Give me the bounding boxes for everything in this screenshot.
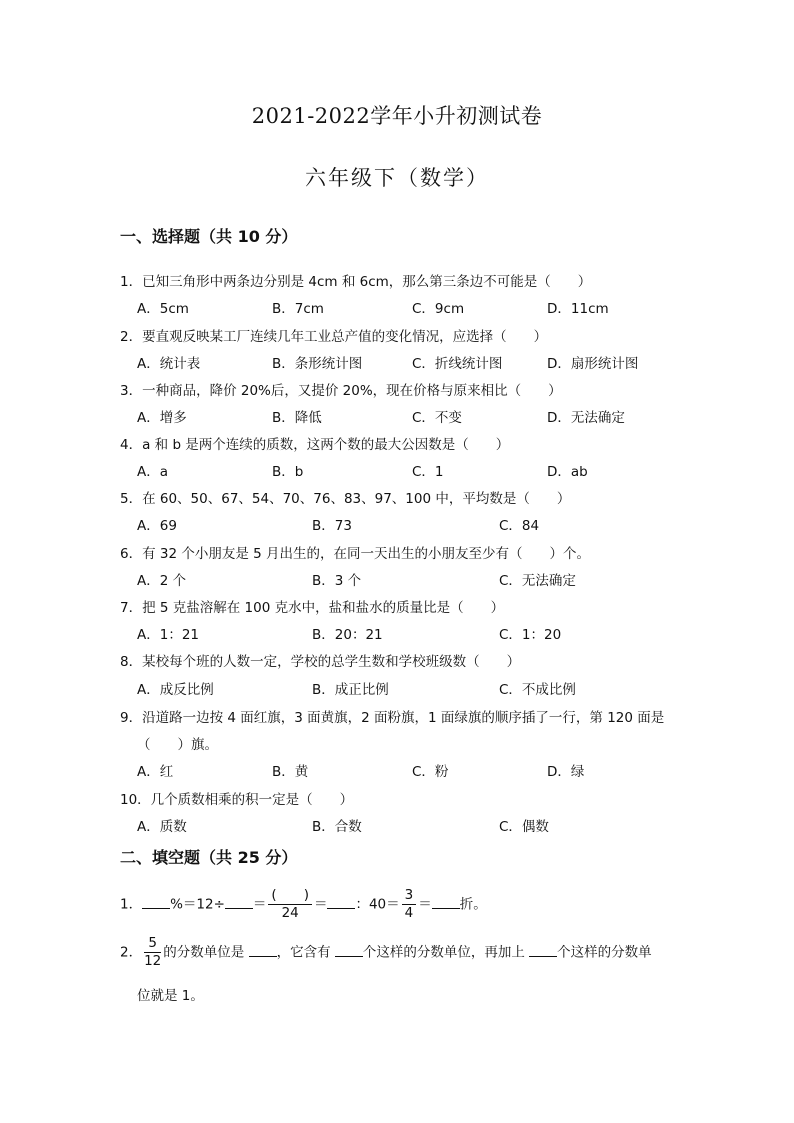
fraction xyxy=(144,935,161,970)
question-number: 2． xyxy=(120,944,143,961)
option: B．黄 xyxy=(272,764,309,780)
option: A．质数 xyxy=(137,819,187,835)
text-segment: 个这样的分数单位，再加上 xyxy=(362,944,530,961)
answer-blank[interactable] xyxy=(327,896,355,909)
option: D．11cm xyxy=(547,301,609,317)
option: D．无法确定 xyxy=(547,410,625,426)
option: D．绿 xyxy=(547,764,585,780)
option: B．成正比例 xyxy=(312,682,389,698)
question-5: 5．在 60、50、67、54、70、76、83、97、100 中，平均数是（ ） xyxy=(120,491,571,507)
answer-blank[interactable] xyxy=(142,896,170,909)
text-segment: ＝ xyxy=(252,896,267,913)
option: C．粉 xyxy=(412,764,449,780)
option: C．1 xyxy=(412,464,444,480)
fraction-numerator: ( ) xyxy=(268,887,312,905)
question-7: 7．把 5 克盐溶解在 100 克水中，盐和盐水的质量比是（ ） xyxy=(120,600,505,616)
answer-blank[interactable] xyxy=(225,896,253,909)
question-8: 8．某校每个班的人数一定，学校的总学生数和学校班级数（ ） xyxy=(120,654,521,670)
option: C．9cm xyxy=(412,301,465,317)
question-9: 9．沿道路一边按 4 面红旗，3 面黄旗，2 面粉旗，1 面绿旗的顺序插了一行，第 120 面是 xyxy=(120,710,665,726)
option: C．84 xyxy=(499,518,540,534)
question-1: 1．已知三角形中两条边分别是 4cm 和 6cm，那么第三条边不可能是（ ） xyxy=(120,274,592,290)
option: A．69 xyxy=(137,518,177,534)
section-heading-choice: 一、选择题（共 10 分） xyxy=(120,227,298,246)
text-segment: ：40＝ xyxy=(355,896,400,913)
question-2: 2．要直观反映某工厂连续几年工业总产值的变化情况，应选择（ ） xyxy=(120,329,548,345)
fill-question-1 xyxy=(120,887,487,922)
option: C．偶数 xyxy=(499,819,549,835)
option: D．扇形统计图 xyxy=(547,356,639,372)
option: D．ab xyxy=(547,464,588,480)
question-number: 1． xyxy=(120,896,143,913)
answer-blank[interactable] xyxy=(249,944,277,957)
fraction xyxy=(268,887,312,922)
option: C．1：20 xyxy=(499,627,562,643)
option: C．折线统计图 xyxy=(412,356,503,372)
fraction-denominator: 24 xyxy=(281,905,299,921)
fill-question-2 xyxy=(120,935,652,970)
option: C．不成比例 xyxy=(499,682,576,698)
fraction-numerator: 5 xyxy=(144,935,161,953)
option: B．7cm xyxy=(272,301,324,317)
fraction-denominator: 12 xyxy=(144,953,162,969)
fill-question-2-continued: 位就是 1。 xyxy=(137,988,204,1004)
answer-blank[interactable] xyxy=(529,944,557,957)
option: B．条形统计图 xyxy=(272,356,363,372)
option: B．3 个 xyxy=(312,573,362,589)
option: B．b xyxy=(272,464,304,480)
option: A．1：21 xyxy=(137,627,200,643)
option: C．无法确定 xyxy=(499,573,576,589)
option: A．5cm xyxy=(137,301,189,317)
exam-subtitle: 六年级下（数学） xyxy=(305,166,489,190)
question-6: 6．有 32 个小朋友是 5 月出生的，在同一天出生的小朋友至少有（ ）个。 xyxy=(120,546,591,562)
option: B．降低 xyxy=(272,410,322,426)
option: B．73 xyxy=(312,518,352,534)
text-segment: %＝12÷ xyxy=(170,896,225,913)
text-segment: ＝ xyxy=(313,896,328,913)
option: B．20：21 xyxy=(312,627,383,643)
answer-blank[interactable] xyxy=(335,944,363,957)
section-heading-fill: 二、填空题（共 25 分） xyxy=(120,848,298,867)
question-4: 4．a 和 b 是两个连续的质数，这两个数的最大公因数是（ ） xyxy=(120,437,510,453)
fraction-numerator: 3 xyxy=(402,887,417,905)
question-9-continued: （ ）旗。 xyxy=(137,737,218,753)
option: B．合数 xyxy=(312,819,362,835)
exam-title: 2021-2022学年小升初测试卷 xyxy=(251,104,543,128)
option: C．不变 xyxy=(412,410,462,426)
text-segment: 的分数单位是 xyxy=(163,944,249,961)
option: A．红 xyxy=(137,764,174,780)
option: A．a xyxy=(137,464,169,480)
fraction-denominator: 4 xyxy=(404,905,414,921)
option: A．2 个 xyxy=(137,573,187,589)
option: A．统计表 xyxy=(137,356,201,372)
text-segment: ，它含有 xyxy=(276,944,335,961)
text-segment: 折。 xyxy=(459,896,487,913)
option: A．成反比例 xyxy=(137,682,214,698)
text-segment: ＝ xyxy=(418,896,432,913)
question-10: 10．几个质数相乘的积一定是（ ） xyxy=(120,792,354,808)
fraction xyxy=(402,887,417,922)
option: A．增多 xyxy=(137,410,187,426)
answer-blank[interactable] xyxy=(432,896,460,909)
question-3: 3．一种商品，降价 20%后，又提价 20%，现在价格与原来相比（ ） xyxy=(120,383,562,399)
text-segment: 个这样的分数单 xyxy=(557,944,652,961)
